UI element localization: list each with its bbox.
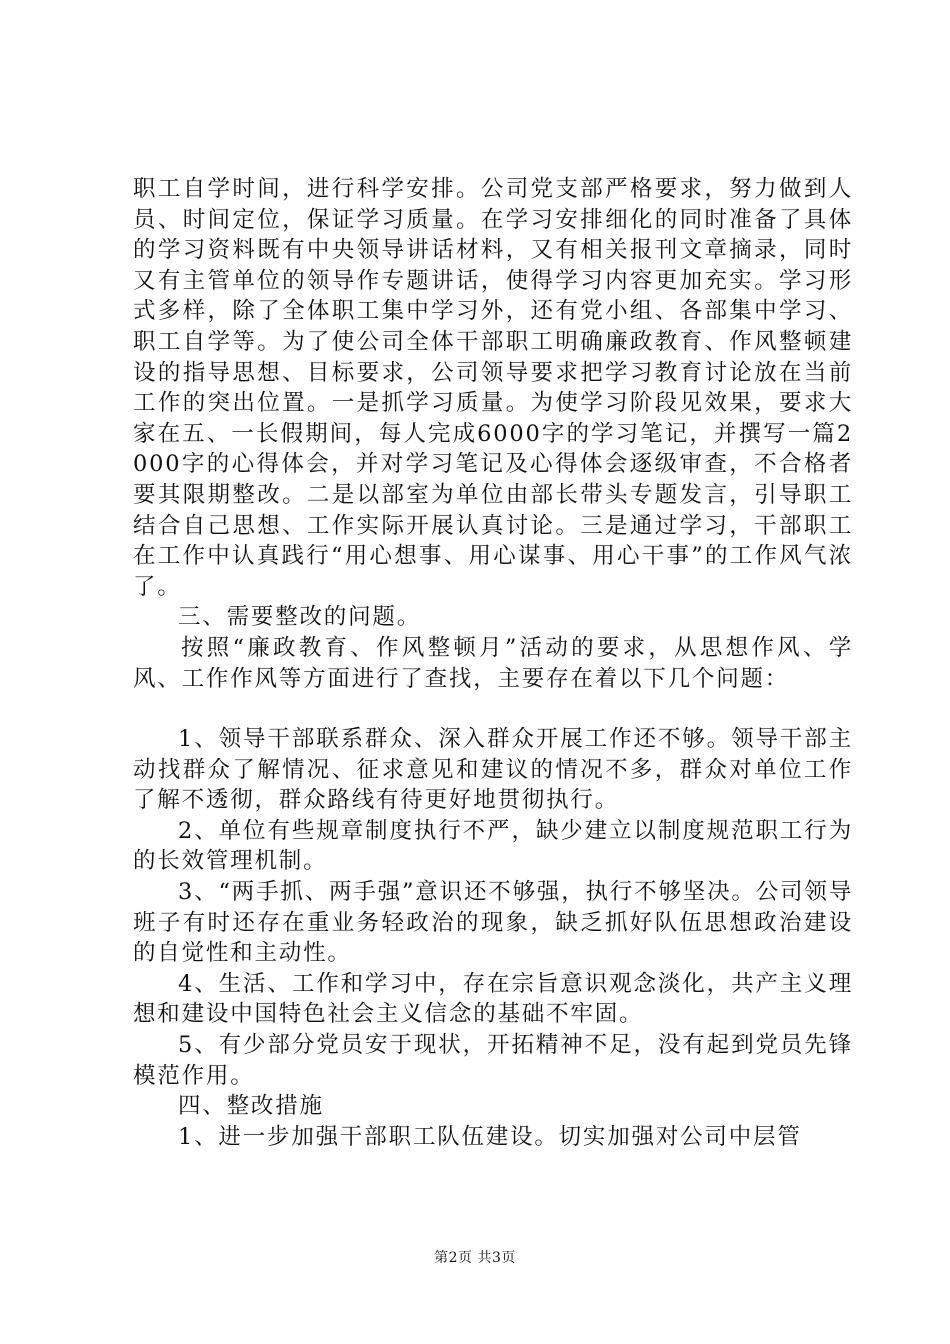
problem-item-3: 3、“两手抓、两手强”意识还不够强，执行不够坚决。公司领导班子有时还存在重业务轻政治的现象，缺乏抓好队伍思想政治建设的自觉性和主动性。 <box>133 879 853 967</box>
problem-item-4: 4、生活、工作和学习中，存在宗旨意识观念淡化，共产主义理想和建设中国特色社会主义信念的基础不牢固。 <box>133 970 853 1028</box>
problem-item-2: 2、单位有些规章制度执行不严，缺少建立以制度规范职工行为的长效管理机制。 <box>133 817 853 875</box>
problem-item-1: 1、领导干部联系群众、深入群众开展工作还不够。领导干部主动找群众了解情况、征求意见和建议的情况不多，群众对单位工作了解不透彻，群众路线有待更好地贯彻执行。 <box>133 726 853 814</box>
document-body <box>133 174 853 1152</box>
problem-item-5: 5、有少部分党员安于现状，开拓精神不足，没有起到党员先锋模范作用。 <box>133 1032 853 1089</box>
measure-item-1: 1、进一步加强干部职工队伍建设。切实加强对公司中层管 <box>178 1123 802 1150</box>
paragraph-problems-intro: 按照“廉政教育、作风整顿月”活动的要求，从思想作风、学风、工作作风等方面进行了查找，主要存在着以下几个问题： <box>133 634 853 692</box>
heading-measures: 四、整改措施 <box>178 1093 324 1120</box>
paragraph-study-arrangement: 职工自学时间，进行科学安排。公司党支部严格要求，努力做到人员、时间定位，保证学习质量。在学习安排细化的同时准备了具体的学习资料既有中央领导讲话材料，又有相关报刊文章摘录，同时又有主管单位的领导作专题讲话，使得学习内容更加充实。学习形式多样，除了全体职工集中学习外，还有党小组、各部集中学习、职工自学等。为了使公司全体干部职工明确廉政教育、作风整顿建设的指导思想、目标要求，公司领导要求把学习教育讨论放在当前工作的突出位置。一是抓学习质量。为使学习阶段见效果，要求大家在五、一长假期间，每人完成6000字的学习笔记，并撰写一篇2000字的心得体会，并对学习笔记及心得体会逐级审查，不合格者要其限期整改。二是以部室为单位由部长带头专题发言，引导职工结合自己思想、工作实际开展认真讨论。三是通过学习，干部职工在工作中认真践行“用心想事、用心谋事、用心干事”的工作风气浓了。 <box>133 176 853 600</box>
page-footer: 第2页 共3页 <box>434 1250 516 1266</box>
heading-problems: 三、需要整改的问题。 <box>178 604 422 631</box>
